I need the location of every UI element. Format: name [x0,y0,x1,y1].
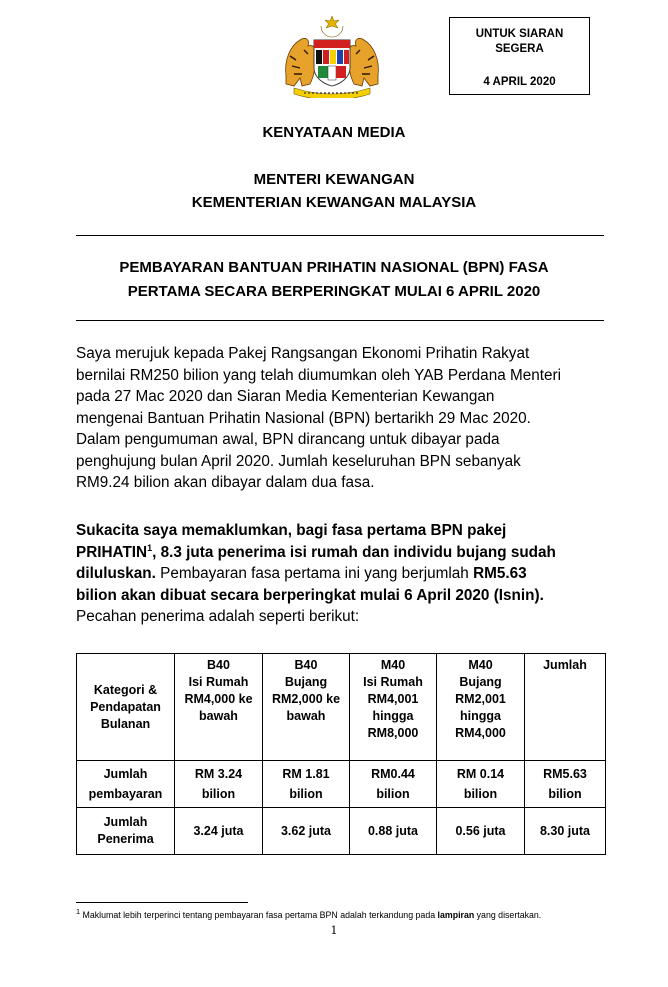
paragraph-line: bilion akan dibuat secara berperingkat mulai 6 April 2020 (Isnin). [76,586,544,604]
table-cell: 3.24 juta [175,808,263,855]
coat-of-arms-emblem [280,16,384,98]
footnote-bold: lampiran [437,909,475,920]
paragraph-line: , 8.3 juta penerima isi rumah dan individu bujang sudah [152,543,556,561]
table-header-total: Jumlah [525,654,606,761]
paragraph-line: Pembayaran fasa pertama ini yang berjumlah [155,565,474,582]
footnote [76,907,604,920]
table-cell: 0.88 juta [350,808,437,855]
table-row [77,808,606,855]
footnote-text-end: yang disertakan. [474,909,542,920]
issuer-line2: KEMENTERIAN KEWANGAN MALAYSIA [191,194,477,211]
document-title: KENYATAAN MEDIA [262,124,406,141]
paragraph-line: Sukacita saya memaklumkan, bagi fasa pertama BPN pakej [76,522,507,539]
paragraph-line: Saya merujuk kepada Pakej Rangsangan Ekonomi Prihatin Rakyat [76,345,530,362]
table-header-category: Kategori & Pendapatan Bulanan [77,654,175,761]
release-date: 4 APRIL 2020 [483,76,556,88]
paragraph-line: Dalam pengumuman awal, BPN dirancang untuk dibayar pada [76,431,500,448]
release-label-line1: UNTUK SIARAN [475,28,564,40]
table-header-m40-single: M40 Bujang RM2,001 hingga RM4,000 [437,654,525,761]
table-cell: RM5.63 bilion [525,761,606,808]
release-status-box [449,17,590,95]
headline-line2: PERTAMA SECARA BERPERINGKAT MULAI 6 APRIL 2020 [127,283,541,300]
paragraph-announcement [76,520,604,628]
footnote-marker: 1 [76,907,81,916]
paragraph-line: bernilai RM250 bilion yang telah diumumkan oleh YAB Perdana Menteri [76,366,561,384]
table-row-label: Jumlah pembayaran [77,761,175,808]
approved-text: diluluskan. [76,565,156,582]
headline-line1: PEMBAYARAN BANTUAN PRIHATIN NASIONAL (BPN) FASA [119,259,549,276]
divider-top [76,235,604,236]
table-header-m40-household: M40 Isi Rumah RM4,001 hingga RM8,000 [350,654,437,761]
paragraph-line: penghujung bulan April 2020. Jumlah keseluruhan BPN sebanyak [76,452,521,470]
table-cell: 3.62 juta [263,808,350,855]
table-row-label: Jumlah Penerima [77,808,175,855]
release-label-line2: SEGERA [495,43,544,55]
issuer-line1: MENTERI KEWANGAN [253,171,415,188]
footnote-divider [76,902,248,903]
total-amount: RM5.63 [473,565,527,582]
table-header-row [77,654,606,761]
paragraph-intro [76,343,604,494]
table-cell: 0.56 juta [437,808,525,855]
table-cell: 8.30 juta [525,808,606,855]
table-cell: RM 3.24 bilion [175,761,263,808]
table-header-b40-single: B40 Bujang RM2,000 ke bawah [263,654,350,761]
paragraph-line: mengenai Bantuan Prihatin Nasional (BPN) bertarikh 29 Mac 2020. [76,409,531,427]
table-cell: RM 0.14 bilion [437,761,525,808]
footnote-ref: 1 [147,542,153,553]
table-row [77,761,606,808]
pakej-name: PRIHATIN [76,543,148,561]
paragraph-line: RM9.24 bilion akan dibayar dalam dua fasa. [76,474,375,491]
page-number: 1 [330,924,338,937]
divider-bottom [76,320,604,321]
table-cell: RM0.44 bilion [350,761,437,808]
table-cell: RM 1.81 bilion [263,761,350,808]
footnote-text: Maklumat lebih terperinci tentang pembayaran fasa pertama BPN adalah terkandung pada [80,909,438,920]
bpn-breakdown-table [76,653,606,855]
paragraph-line: Pecahan penerima adalah seperti berikut: [76,608,360,625]
paragraph-line: pada 27 Mac 2020 dan Siaran Media Kementerian Kewangan [76,388,495,405]
table-header-b40-household: B40 Isi Rumah RM4,000 ke bawah [175,654,263,761]
